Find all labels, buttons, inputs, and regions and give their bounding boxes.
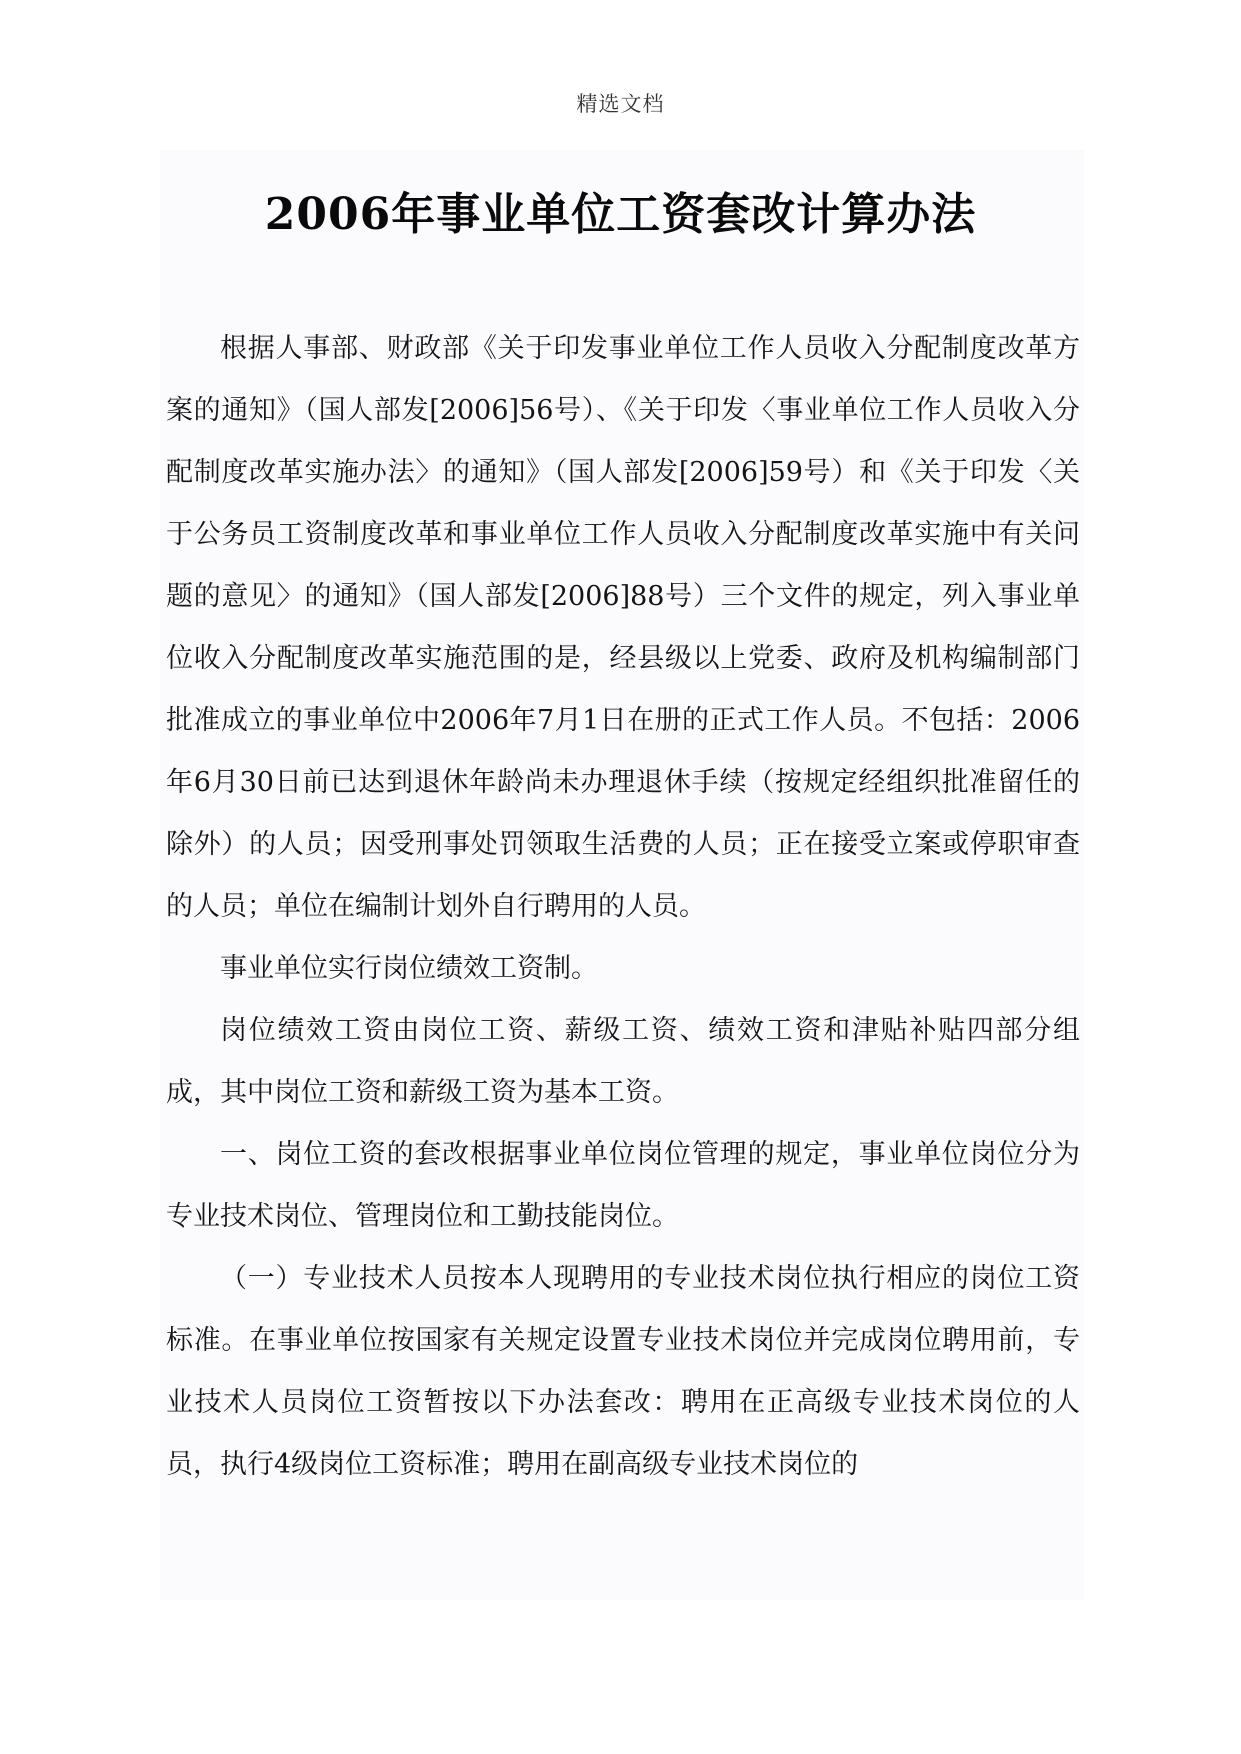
paragraph: 岗位绩效工资由岗位工资、薪级工资、绩效工资和津贴补贴四部分组成，其中岗位工资和薪级工资为基本工资。 bbox=[166, 1015, 1080, 1108]
paragraph: （一）专业技术人员按本人现聘用的专业技术岗位执行相应的岗位工资标准。在事业单位按国家有关规定设置专业技术岗位并完成岗位聘用前，专业技术人员岗位工资暂按以下办法套改：聘用在正高级专业技术岗位的人员，执行4级岗位工资标准；聘用在副高级专业技术岗位的 bbox=[166, 1263, 1080, 1480]
paragraph: 一、岗位工资的套改根据事业单位岗位管理的规定，事业单位岗位分为专业技术岗位、管理岗位和工勤技能岗位。 bbox=[166, 1139, 1080, 1232]
document-title: 2006年事业单位工资套改计算办法 bbox=[264, 189, 977, 240]
paragraph: 事业单位实行岗位绩效工资制。 bbox=[220, 953, 598, 984]
page-header: 精选文档 bbox=[576, 92, 665, 116]
document-body bbox=[166, 318, 1080, 1496]
paragraph: 根据人事部、财政部《关于印发事业单位工作人员收入分配制度改革方案的通知》（国人部发[2006]56号）、《关于印发〈事业单位工作人员收入分配制度改革实施办法〉的通知》（国人部发[2006]59号）和《关于印发〈关于公务员工资制度改革和事业单位工作人员收入分配制度改革实施中有关问题的意见〉的通知》（国人部发[2006]88号）三个文件的规定，列入事业单位收入分配制度改革实施范围的是，经县级以上党委、政府及机构编制部门批准成立的事业单位中2006年7月1日在册的正式工作人员。不包括：2006年6月30日前已达到退休年龄尚未办理退休手续（按规定经组织批准留任的除外）的人员；因受刑事处罚领取生活费的人员；正在接受立案或停职审查的人员；单位在编制计划外自行聘用的人员。 bbox=[166, 333, 1080, 922]
